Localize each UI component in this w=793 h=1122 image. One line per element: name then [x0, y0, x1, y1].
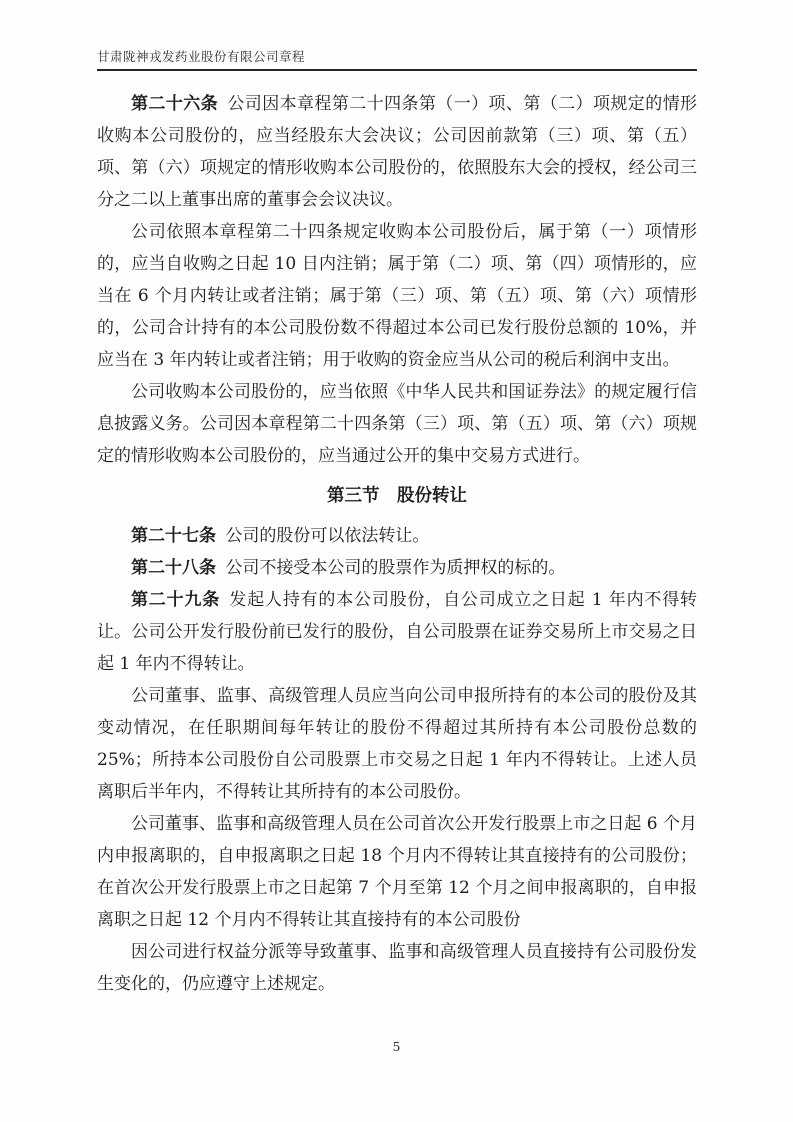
paragraph — [97, 808, 697, 936]
paragraph-article-28 — [97, 552, 697, 584]
paragraph — [97, 376, 697, 472]
paragraph-article-27 — [97, 520, 697, 552]
paragraph — [97, 216, 697, 376]
paragraph-article-26 — [97, 88, 697, 216]
page-header — [97, 46, 697, 71]
paragraph-text: 公司不接受本公司的股票作为质押权的标的。 — [225, 558, 566, 578]
paragraph — [97, 680, 697, 808]
paragraph-text: 公司董事、监事和高级管理人员在公司首次公开发行股票上市之日起 6 个月内申报离职的，自申报离职之日起 18 个月内不得转让其直接持有的公司股份；在首次公开发行股票上市之日起第 7 个月至第 12 个月之间申报离职的，自申报离职之日起 12 个月内不得转让其直接持有的本公司股份 — [97, 814, 697, 930]
article-27-label: 第二十七条 — [131, 526, 216, 546]
section-heading: 第三节 股份转让 — [327, 486, 467, 506]
page-footer — [0, 1036, 793, 1055]
paragraph-text: 公司的股份可以依法转让。 — [225, 526, 430, 546]
paragraph-text: 公司依照本章程第二十四条规定收购本公司股份后，属于第（一）项情形的，应当自收购之日起 10 日内注销；属于第（二）项、第（四）项情形的，应当在 6 个月内转让或者注销；属于第（三）项、第（五）项、第（六）项情形的，公司合计持有的本公司股份数不得超过本公司已发行股份总额的 10%，并应当在 3 年内转让或者注销；用于收购的资金应当从公司的税后利润中支出。 — [97, 222, 697, 370]
paragraph-text: 公司董事、监事、高级管理人员应当向公司申报所持有的本公司的股份及其变动情况，在任职期间每年转让的股份不得超过其所持有本公司股份总数的 25%；所持本公司股份自公司股票上市交易之日起 1 年内不得转让。上述人员离职后半年内，不得转让其所持有的本公司股份。 — [97, 686, 697, 802]
paragraph — [97, 936, 697, 1000]
paragraph-article-29 — [97, 584, 697, 680]
page-number: 5 — [392, 1039, 401, 1054]
paragraph-text: 因公司进行权益分派等导致董事、监事和高级管理人员直接持有公司股份发生变化的，仍应遵守上述规定。 — [97, 942, 697, 994]
paragraph-text: 发起人持有的本公司股份，自公司成立之日起 1 年内不得转让。公司公开发行股份前已发行的股份，自公司股票在证券交易所上市交易之日起 1 年内不得转让。 — [97, 590, 698, 674]
paragraph-text: 公司因本章程第二十四条第（一）项、第（二）项规定的情形收购本公司股份的，应当经股东大会决议；公司因前款第（三）项、第（五）项、第（六）项规定的情形收购本公司股份的，依照股东大会的授权，经公司三分之二以上董事出席的董事会会议决议。 — [97, 94, 698, 210]
document-header-title: 甘肃陇神戎发药业股份有限公司章程 — [97, 49, 306, 64]
article-28-label: 第二十八条 — [131, 558, 216, 578]
article-29-label: 第二十九条 — [131, 590, 221, 610]
paragraph-text: 公司收购本公司股份的，应当依照《中华人民共和国证券法》的规定履行信息披露义务。公司因本章程第二十四条第（三）项、第（五）项、第（六）项规定的情形收购本公司股份的，应当通过公开的集中交易方式进行。 — [97, 382, 697, 466]
document-body — [97, 88, 697, 1000]
article-26-label: 第二十六条 — [131, 94, 219, 114]
